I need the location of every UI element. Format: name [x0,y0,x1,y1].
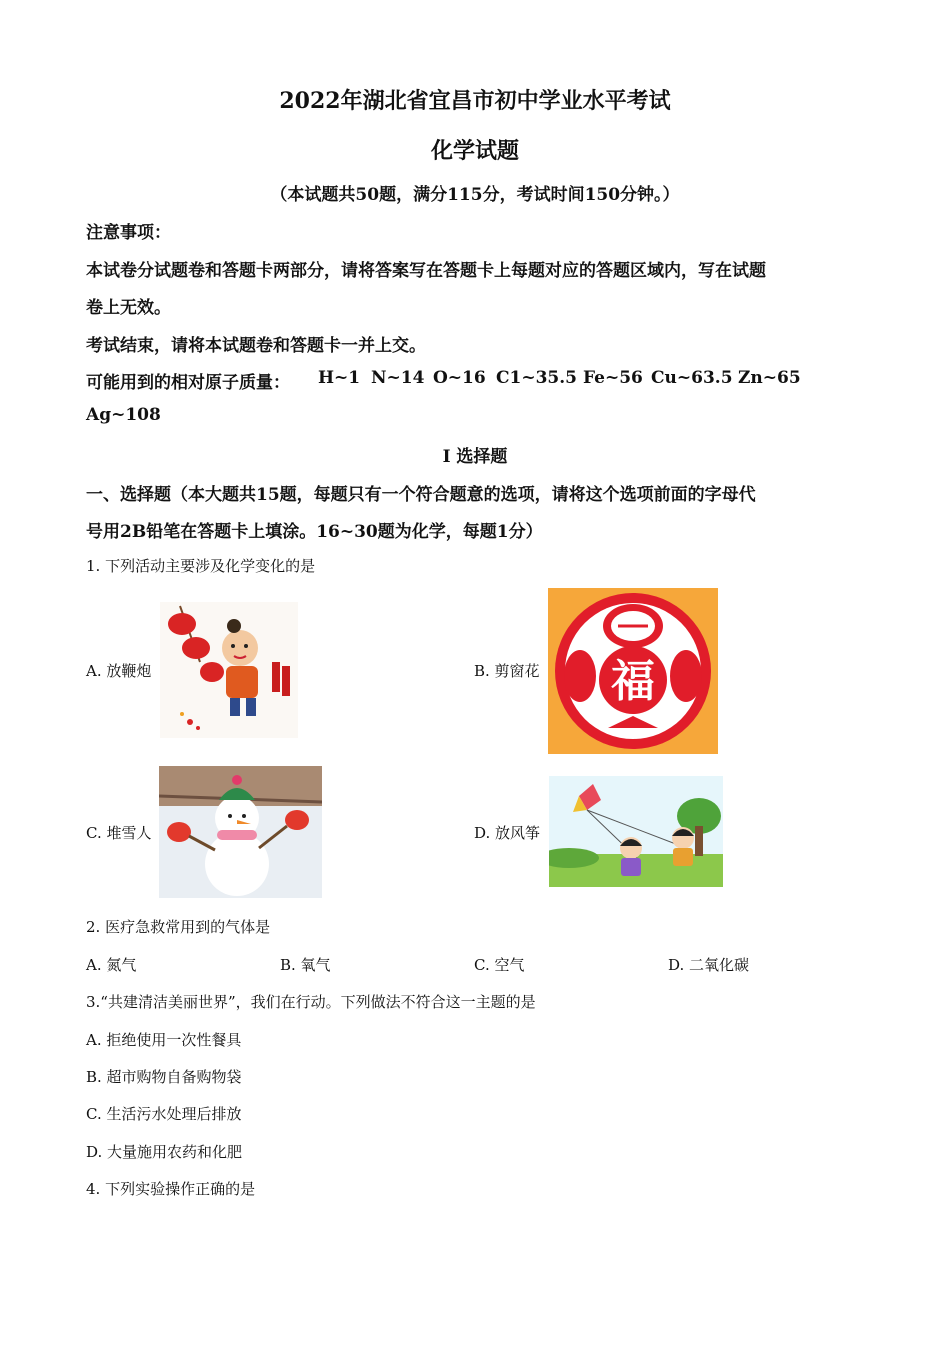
q1-option-c: C. 堆雪人 [86,824,152,842]
q4-stem: 4. 下列实验操作正确的是 [86,1180,256,1198]
atomic-mass: O~16 [433,368,486,388]
kite-image [549,776,723,887]
q1-option-a: A. 放鞭炮 [86,662,152,680]
section-heading: I 选择题 [442,447,508,467]
fu-character: 福 [611,656,655,707]
q2-option-b: B. 氧气 [280,956,331,974]
q1-option-b: B. 剪窗花 [474,662,540,680]
notice-line-1a: 本试卷分试题卷和答题卡两部分，请将答案写在答题卡上每题对应的答题区域内，写在试题 [86,261,766,281]
atomic-mass: Fe~56 [583,368,643,388]
q2-stem: 2. 医疗急救常用到的气体是 [86,918,271,936]
atomic-mass: Ag~108 [86,405,161,425]
exam-note: （本试题共50题，满分115分，考试时间150分钟。） [270,185,680,205]
q3-stem: 3.“共建清洁美丽世界”，我们在行动。下列做法不符合这一主题的是 [86,993,536,1011]
exam-subtitle: 化学试题 [430,138,519,164]
atomic-mass: Zn~65 [738,368,801,388]
notice-heading: 注意事项： [86,223,171,243]
q1-option-d: D. 放风筝 [474,824,541,842]
q3-option-c: C. 生活污水处理后排放 [86,1105,242,1123]
atomic-mass: N~14 [371,368,425,388]
snowman-image [159,766,322,898]
atomic-mass: Cu~63.5 [651,368,733,388]
q3-option-d: D. 大量施用农药和化肥 [86,1143,243,1161]
firecracker-image [160,602,298,738]
section-intro-b: 号用2B铅笔在答题卡上填涂。16~30题为化学，每题1分） [86,522,543,542]
q3-option-a: A. 拒绝使用一次性餐具 [86,1031,242,1049]
atomic-masses-label: 可能用到的相对原子质量： [86,373,290,393]
q2-option-a: A. 氮气 [86,956,137,974]
q2-option-d: D. 二氧化碳 [668,956,750,974]
q2-option-c: C. 空气 [474,956,525,974]
section-intro-a: 一、选择题（本大题共15题，每题只有一个符合题意的选项，请将这个选项前面的字母代 [86,485,756,505]
paper-cut-image [548,588,718,754]
atomic-mass: H~1 [318,368,361,388]
atomic-mass: C1~35.5 [496,368,578,388]
notice-line-2: 考试结束，请将本试题卷和答题卡一并上交。 [86,336,426,356]
q1-stem: 1. 下列活动主要涉及化学变化的是 [86,557,316,575]
exam-title: 2022年湖北省宜昌市初中学业水平考试 [279,88,671,114]
q3-option-b: B. 超市购物自备购物袋 [86,1068,242,1086]
notice-line-1b: 卷上无效。 [86,298,171,318]
